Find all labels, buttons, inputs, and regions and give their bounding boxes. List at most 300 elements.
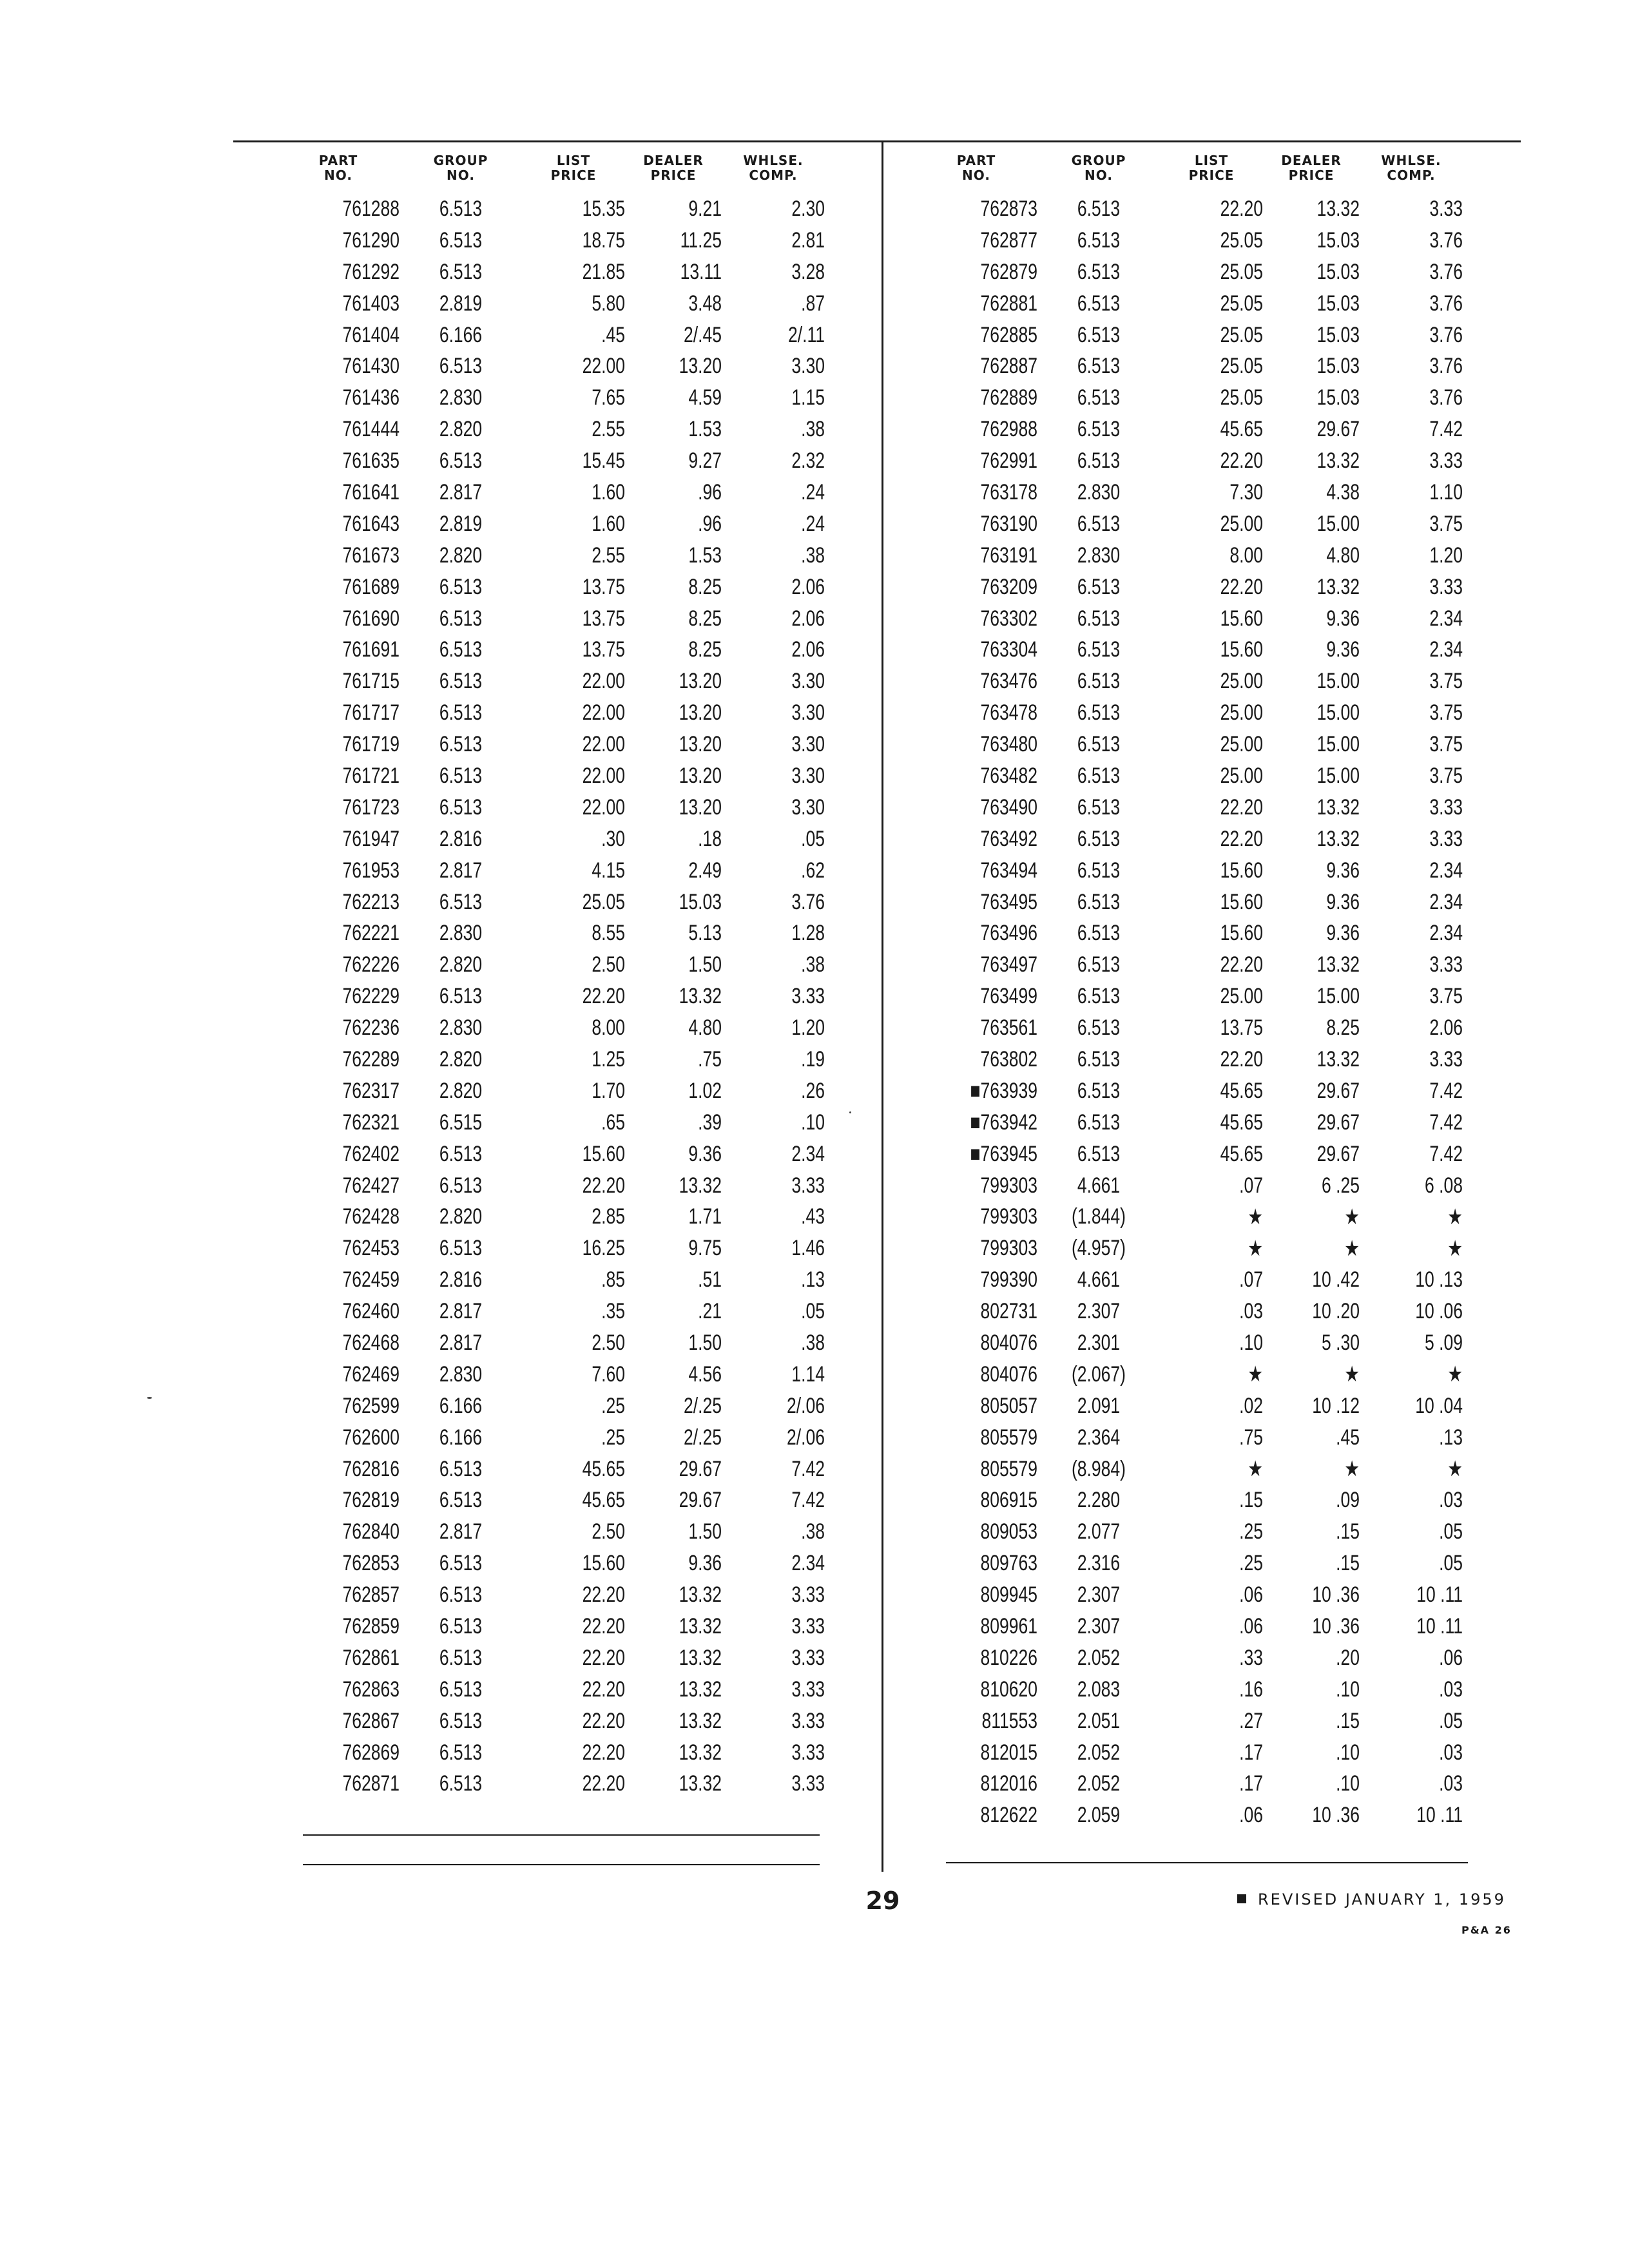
list-price: 18.75	[582, 227, 625, 253]
group-no: 6.513	[1077, 291, 1121, 316]
list-price: .03	[1239, 1299, 1263, 1324]
list-price: 7.60	[592, 1361, 625, 1387]
group-no: 6.513	[1077, 1110, 1121, 1135]
group-no: 2.316	[1077, 1551, 1121, 1576]
list-price: 2.55	[592, 417, 625, 442]
part-no: 810226	[980, 1645, 1037, 1670]
group-no: 6.513	[1077, 354, 1121, 379]
whlse-comp: 3.33	[791, 1645, 825, 1670]
whlse-comp: 1.15	[791, 385, 825, 410]
part-no: ■763945	[970, 1141, 1037, 1166]
group-no: 6.513	[439, 763, 483, 788]
part-no: 809053	[980, 1519, 1037, 1544]
part-no: 762889	[980, 385, 1037, 410]
part-no: 761288	[342, 196, 400, 221]
table-row	[915, 445, 1463, 477]
whlse-comp: .26	[801, 1078, 825, 1103]
part-no: 762879	[980, 259, 1037, 284]
table-row	[277, 1454, 825, 1485]
dealer-price: 13.20	[679, 354, 722, 379]
dealer-price: 13.32	[679, 1771, 722, 1796]
dealer-price: 13.32	[1316, 196, 1360, 221]
part-no: 810620	[980, 1677, 1037, 1702]
dealer-price-header-line: PRICE	[1288, 168, 1335, 183]
whlse-comp: 2.06	[791, 606, 825, 631]
group-no: 2.052	[1077, 1740, 1121, 1765]
dealer-price: 1.53	[688, 543, 722, 568]
table-row	[277, 193, 825, 225]
whlse-comp: 3.33	[791, 1740, 825, 1765]
group-no: (1.844)	[1071, 1204, 1126, 1229]
whlse-comp: 1.10	[1429, 479, 1463, 505]
part-no: 761444	[342, 417, 400, 442]
document-code: P&A 26	[1461, 1924, 1512, 1936]
part-no: 809763	[980, 1551, 1037, 1576]
list-price: 15.45	[582, 448, 625, 474]
dealer-price: 4.80	[1326, 543, 1360, 568]
part-no: 762885	[980, 322, 1037, 347]
whlse-comp: 2/.11	[787, 322, 825, 347]
group-no: 6.513	[1077, 448, 1121, 474]
table-row	[915, 949, 1463, 981]
whlse-comp: 3.28	[791, 259, 825, 284]
table-row	[915, 1359, 1463, 1390]
part-no: 805579	[980, 1456, 1037, 1481]
list-price: 22.00	[582, 700, 625, 726]
table-row	[277, 1611, 825, 1642]
part-no-header-line: PART	[956, 153, 996, 168]
part-no: 763496	[980, 921, 1037, 946]
group-no: 6.513	[1077, 1141, 1121, 1166]
group-no: 2.819	[439, 511, 483, 536]
group-no: 6.513	[1077, 385, 1121, 410]
table-row	[915, 634, 1463, 666]
group-no: 2.830	[1077, 479, 1121, 505]
whlse-comp: 3.76	[1429, 322, 1463, 347]
dealer-price: .15	[1336, 1708, 1360, 1733]
part-no: 799303	[980, 1173, 1037, 1198]
list-price: 22.20	[1220, 574, 1263, 599]
right-table-header	[915, 153, 1463, 193]
part-no: 763191	[980, 543, 1037, 568]
dealer-price-header-line: DEALER	[1281, 153, 1342, 168]
part-no: 806915	[980, 1488, 1037, 1513]
list-price: 22.20	[582, 1582, 625, 1608]
dealer-price: 8.25	[688, 574, 722, 599]
list-price: 13.75	[582, 606, 625, 631]
list-price: .07	[1239, 1267, 1263, 1293]
table-row	[915, 320, 1463, 351]
group-no-header	[400, 153, 522, 193]
table-row	[277, 1075, 825, 1107]
group-no: 2.830	[439, 385, 483, 410]
table-row	[915, 508, 1463, 540]
part-no: 762863	[342, 1677, 400, 1702]
list-price: 25.05	[1220, 385, 1263, 410]
list-price: .27	[1239, 1708, 1263, 1733]
list-price: 22.00	[582, 794, 625, 820]
group-no: 2.307	[1077, 1614, 1121, 1639]
group-no: 2.820	[439, 1046, 483, 1072]
dealer-price: 13.32	[679, 1173, 722, 1198]
dealer-price: 10 .36	[1312, 1614, 1360, 1639]
part-no-header	[915, 153, 1037, 193]
part-no: 761721	[342, 763, 400, 788]
whlse-comp: 3.33	[1429, 794, 1463, 820]
dealer-price: 15.00	[1316, 732, 1360, 757]
list-price: 2.50	[592, 1331, 625, 1355]
dealer-price: 11.25	[680, 227, 722, 253]
part-no: 812016	[980, 1771, 1037, 1796]
dealer-price: 9.27	[688, 448, 722, 474]
whlse-comp: 7.42	[1429, 1078, 1463, 1103]
dealer-price: 1.71	[688, 1204, 722, 1229]
dealer-price: 8.25	[1326, 1015, 1360, 1041]
group-no: 6.513	[439, 1740, 483, 1765]
part-no: 762236	[342, 1015, 400, 1041]
whlse-comp: 3.75	[1429, 511, 1463, 536]
list-price: 8.00	[592, 1015, 625, 1041]
dealer-price: 29.67	[1316, 1078, 1360, 1103]
whlse-comp: .05	[1439, 1551, 1463, 1576]
left-bottom-rule-2	[303, 1864, 820, 1865]
part-no: 762402	[342, 1141, 400, 1166]
whlse-comp: 3.76	[791, 889, 825, 914]
dealer-price: .20	[1336, 1645, 1360, 1670]
whlse-comp: .38	[801, 543, 825, 568]
whlse-comp: 1.46	[791, 1236, 825, 1261]
list-price: 22.20	[582, 1614, 625, 1639]
table-row	[915, 1075, 1463, 1107]
dealer-price: .96	[698, 511, 722, 536]
table-row	[915, 256, 1463, 288]
group-no: 6.513	[439, 606, 483, 631]
group-no: 6.166	[439, 1425, 483, 1450]
table-row	[277, 572, 825, 603]
whlse-comp: 3.33	[791, 984, 825, 1009]
dealer-price-header-line: DEALER	[643, 153, 704, 168]
table-row	[915, 666, 1463, 697]
list-price: ★	[1248, 1236, 1263, 1261]
group-no: 2.820	[439, 1078, 483, 1103]
list-price: .17	[1239, 1740, 1263, 1765]
whlse-comp: .38	[801, 1331, 825, 1355]
whlse-comp: .03	[1439, 1677, 1463, 1702]
table-row	[277, 1264, 825, 1296]
whlse-comp: 3.33	[1429, 952, 1463, 977]
part-no: 762881	[980, 291, 1037, 316]
dealer-price: 15.00	[1316, 984, 1360, 1009]
list-price: 45.65	[1220, 1110, 1263, 1135]
whlse-comp: 3.30	[791, 354, 825, 379]
list-price: 45.65	[582, 1456, 625, 1481]
part-no: 762859	[342, 1614, 400, 1639]
list-price: 22.20	[1220, 196, 1263, 221]
dealer-price: 9.36	[688, 1551, 722, 1576]
list-price: .17	[1239, 1771, 1263, 1796]
dealer-price: 13.32	[679, 1740, 722, 1765]
part-no: 761723	[342, 794, 400, 820]
dealer-price: .21	[698, 1299, 722, 1324]
whlse-comp: .05	[801, 826, 825, 851]
table-row	[915, 382, 1463, 414]
group-no: 6.513	[439, 196, 483, 221]
group-no: 6.166	[439, 322, 483, 347]
group-no: 2.819	[439, 291, 483, 316]
whlse-comp: 2.34	[791, 1551, 825, 1576]
dealer-price: 13.32	[679, 1677, 722, 1702]
table-row	[277, 414, 825, 445]
part-no: 762600	[342, 1425, 400, 1450]
dealer-price: .09	[1336, 1488, 1360, 1513]
dealer-price: 13.20	[679, 700, 722, 726]
whlse-comp: .38	[801, 952, 825, 977]
group-no: 6.513	[439, 700, 483, 726]
table-row	[277, 1327, 825, 1359]
part-no: 761953	[342, 858, 400, 883]
part-no: 761292	[342, 259, 400, 284]
group-no: 2.830	[439, 921, 483, 946]
left-table	[277, 153, 825, 1800]
group-no: 2.817	[439, 1299, 483, 1324]
group-no: 2.830	[439, 1361, 483, 1387]
list-price: 25.00	[1220, 763, 1263, 788]
part-no: 762229	[342, 984, 400, 1009]
group-no: 6.513	[1077, 1046, 1121, 1072]
dealer-price: 15.03	[1316, 385, 1360, 410]
table-row	[915, 792, 1463, 823]
list-price: 22.20	[582, 984, 625, 1009]
part-no: 762867	[342, 1708, 400, 1733]
list-price: .25	[1239, 1519, 1263, 1544]
list-price: .45	[601, 322, 625, 347]
table-row	[915, 1548, 1463, 1579]
group-no: (4.957)	[1071, 1236, 1126, 1261]
dealer-price: 15.03	[1316, 291, 1360, 316]
part-no: 812015	[980, 1740, 1037, 1765]
part-no: 763209	[980, 574, 1037, 599]
table-row	[277, 1769, 825, 1800]
part-no: 763476	[980, 669, 1037, 694]
part-no: 805579	[980, 1425, 1037, 1450]
group-no: 2.051	[1077, 1708, 1121, 1733]
list-price: 7.65	[592, 385, 625, 410]
whlse-comp: 3.33	[791, 1582, 825, 1608]
group-no: 6.513	[439, 1173, 483, 1198]
part-no: 763178	[980, 479, 1037, 505]
group-no: 6.513	[1077, 794, 1121, 820]
part-no: 761436	[342, 385, 400, 410]
whlse-comp: 10 .04	[1415, 1393, 1463, 1418]
whlse-comp: .24	[801, 511, 825, 536]
group-no: 6.513	[1077, 763, 1121, 788]
table-row	[277, 823, 825, 855]
table-row	[915, 1485, 1463, 1517]
group-no: 2.052	[1077, 1645, 1121, 1670]
group-no: 6.513	[1077, 417, 1121, 442]
part-no: 761689	[342, 574, 400, 599]
part-no: 762887	[980, 354, 1037, 379]
dealer-price: 15.00	[1316, 763, 1360, 788]
whlse-comp: 3.30	[791, 794, 825, 820]
part-no: 799390	[980, 1267, 1037, 1293]
whlse-comp: 2.34	[1429, 858, 1463, 883]
table-row	[277, 1485, 825, 1517]
whlse-comp: 2.06	[1429, 1015, 1463, 1041]
part-no: 762321	[342, 1110, 400, 1135]
part-no: 762459	[342, 1267, 400, 1293]
whlse-comp: .06	[1439, 1645, 1463, 1670]
whlse-comp: 3.75	[1429, 700, 1463, 726]
part-no: 761717	[342, 700, 400, 726]
table-row	[277, 1706, 825, 1737]
part-no: 762840	[342, 1519, 400, 1544]
dealer-price: 13.32	[1316, 448, 1360, 474]
group-no: 2.083	[1077, 1677, 1121, 1702]
column-divider	[882, 142, 883, 1872]
group-no: 6.513	[1077, 1078, 1121, 1103]
table-row	[915, 1107, 1463, 1139]
table-row	[277, 1579, 825, 1611]
list-price: .02	[1239, 1393, 1263, 1418]
table-row	[277, 1516, 825, 1548]
group-no: (8.984)	[1071, 1456, 1126, 1481]
list-price: .65	[601, 1110, 625, 1135]
group-no: 2.817	[439, 1331, 483, 1355]
table-row	[277, 1390, 825, 1422]
part-no: 762871	[342, 1771, 400, 1796]
table-row	[277, 382, 825, 414]
whlse-comp: 3.30	[791, 763, 825, 788]
table-row	[915, 1516, 1463, 1548]
group-no: 6.513	[1077, 511, 1121, 536]
list-price: 22.20	[582, 1771, 625, 1796]
dealer-price: 9.36	[1326, 606, 1360, 631]
list-price: 2.50	[592, 952, 625, 977]
whlse-comp: .38	[801, 1519, 825, 1544]
dealer-price: 13.32	[679, 1645, 722, 1670]
whlse-comp: 1.20	[1429, 543, 1463, 568]
table-row	[277, 540, 825, 572]
list-price: 15.60	[1220, 921, 1263, 946]
part-no: 763490	[980, 794, 1037, 820]
dealer-price: .39	[698, 1110, 722, 1135]
whlse-comp: 3.30	[791, 732, 825, 757]
dealer-price: .10	[1336, 1771, 1360, 1796]
dealer-price: 29.67	[679, 1488, 722, 1513]
dealer-price: 6 .25	[1322, 1173, 1360, 1198]
group-no: 6.513	[439, 259, 483, 284]
table-row	[915, 351, 1463, 382]
list-price: 1.25	[592, 1046, 625, 1072]
table-row	[277, 508, 825, 540]
group-no: 6.513	[1077, 259, 1121, 284]
list-price: 25.00	[1220, 732, 1263, 757]
whlse-comp: 10 .06	[1415, 1299, 1463, 1324]
whlse-comp: 3.76	[1429, 259, 1463, 284]
part-no: 761690	[342, 606, 400, 631]
part-no-header-line: NO.	[962, 168, 990, 183]
table-row	[277, 225, 825, 256]
group-no: 6.513	[439, 1488, 483, 1513]
dealer-price: .10	[1336, 1740, 1360, 1765]
list-price: 25.05	[1220, 291, 1263, 316]
group-no: 6.513	[439, 984, 483, 1009]
dealer-price: 29.67	[1316, 1141, 1360, 1166]
part-no: 761691	[342, 637, 400, 662]
table-row	[277, 320, 825, 351]
dealer-price: ★	[1344, 1457, 1360, 1482]
dealer-price: 10 .20	[1312, 1299, 1360, 1324]
group-no: 2.830	[1077, 543, 1121, 568]
list-price: 45.65	[1220, 417, 1263, 442]
table-row	[277, 1642, 825, 1674]
part-no: 762317	[342, 1078, 400, 1103]
speck-mark	[849, 1111, 851, 1113]
part-no: 763480	[980, 732, 1037, 757]
table-row	[277, 666, 825, 697]
list-price: 4.15	[592, 858, 625, 883]
group-no: 2.817	[439, 858, 483, 883]
part-no: 763302	[980, 606, 1037, 631]
table-row	[277, 288, 825, 320]
dealer-price: 10 .42	[1312, 1267, 1360, 1293]
dealer-price: 2/.25	[684, 1393, 722, 1418]
list-price: 22.20	[1220, 1046, 1263, 1072]
table-row	[915, 1611, 1463, 1642]
dealer-price: 1.02	[688, 1078, 722, 1103]
group-no: 2.091	[1077, 1393, 1121, 1418]
part-no: 761430	[342, 354, 400, 379]
table-row	[277, 1170, 825, 1202]
group-no: 6.513	[1077, 732, 1121, 757]
dealer-price: 2.49	[688, 858, 722, 883]
whlse-comp: .10	[801, 1110, 825, 1135]
dealer-price: 8.25	[688, 637, 722, 662]
dealer-price: 15.03	[1316, 322, 1360, 347]
group-no: 2.817	[439, 479, 483, 505]
list-price: 25.00	[1220, 511, 1263, 536]
part-no: 804076	[980, 1331, 1037, 1355]
list-price: 7.30	[1229, 479, 1263, 505]
list-price: 22.20	[582, 1677, 625, 1702]
part-no: 763495	[980, 889, 1037, 914]
part-no: 763304	[980, 637, 1037, 662]
list-price: 13.75	[1220, 1015, 1263, 1041]
dealer-price: .51	[698, 1267, 722, 1293]
dealer-price: 13.32	[1316, 574, 1360, 599]
list-price: .06	[1239, 1582, 1263, 1608]
whlse-comp-header	[722, 153, 825, 193]
table-row	[915, 288, 1463, 320]
table-row	[277, 603, 825, 635]
group-no-header	[1037, 153, 1160, 193]
part-no: 763561	[980, 1015, 1037, 1041]
list-price: .85	[601, 1267, 625, 1293]
whlse-comp: .62	[801, 858, 825, 883]
list-price: .07	[1239, 1173, 1263, 1198]
whlse-comp-header-line: COMP.	[1387, 168, 1436, 183]
dealer-price-header-line: PRICE	[650, 168, 697, 183]
whlse-comp: .13	[1439, 1425, 1463, 1450]
whlse-comp: 3.30	[791, 669, 825, 694]
list-price: 22.20	[1220, 952, 1263, 977]
dealer-price: 13.32	[1316, 1046, 1360, 1072]
dealer-price: .10	[1336, 1677, 1360, 1702]
list-price: 15.35	[582, 196, 625, 221]
group-no: 6.513	[1077, 984, 1121, 1009]
whlse-comp: .03	[1439, 1488, 1463, 1513]
